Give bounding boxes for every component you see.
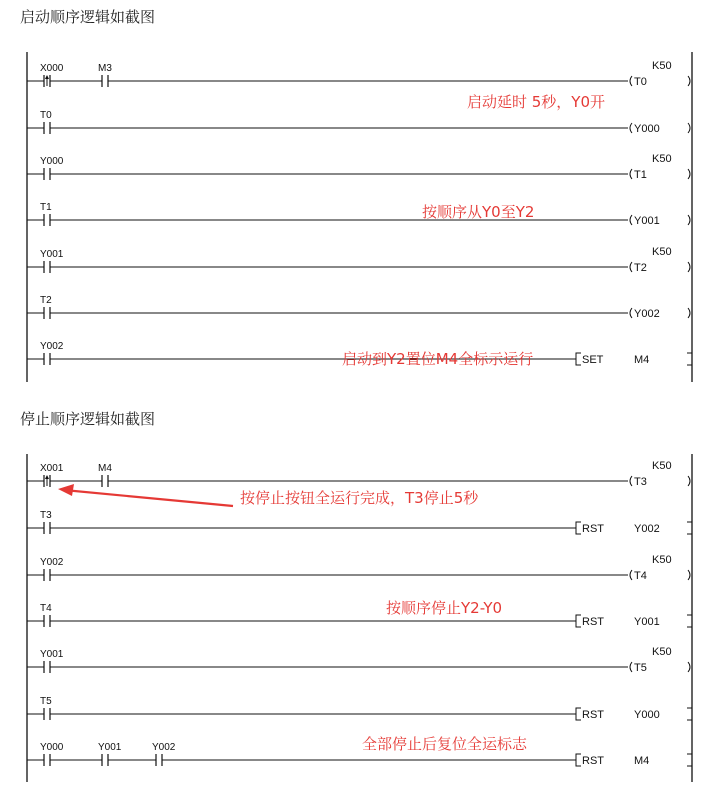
contact-y001 bbox=[98, 742, 122, 766]
contact-label: T2 bbox=[40, 295, 52, 306]
rung-start-3 bbox=[27, 202, 690, 227]
contact-label: X000 bbox=[40, 63, 64, 74]
coil-t1 bbox=[630, 153, 690, 181]
instr-label: SET bbox=[582, 354, 604, 366]
instr-rst-y002 bbox=[576, 522, 692, 535]
coil-t5 bbox=[630, 646, 690, 674]
k-value: K50 bbox=[652, 554, 672, 566]
contact-y002 bbox=[40, 557, 64, 581]
contact-t0 bbox=[40, 110, 52, 134]
rung-stop-5 bbox=[27, 696, 692, 721]
contact-label: T5 bbox=[40, 696, 52, 707]
contact-label: Y000 bbox=[40, 156, 64, 167]
coil-label: T2 bbox=[634, 262, 647, 274]
coil-label: T0 bbox=[634, 76, 647, 88]
annotation-stop-press: 按停止按钮全运行完成，T3停止5秒 bbox=[240, 489, 479, 507]
instr-operand: Y000 bbox=[634, 709, 660, 721]
instr-label: RST bbox=[582, 755, 604, 767]
contact-label: Y001 bbox=[40, 649, 64, 660]
coil-t0 bbox=[630, 60, 690, 88]
instr-rst-m4 bbox=[576, 754, 692, 767]
rung-start-1 bbox=[27, 110, 690, 135]
contact-label: Y001 bbox=[98, 742, 122, 753]
start-heading: 启动顺序逻辑如截图 bbox=[20, 8, 156, 26]
coil-t3 bbox=[630, 460, 690, 488]
instr-operand: Y001 bbox=[634, 616, 660, 628]
contact-label: Y000 bbox=[40, 742, 64, 753]
contact-y002 bbox=[40, 341, 64, 365]
contact-y000 bbox=[40, 742, 64, 766]
instr-operand: M4 bbox=[634, 755, 650, 767]
rung-start-0 bbox=[27, 60, 690, 88]
rung-stop-0 bbox=[27, 460, 690, 488]
annotation-set-flag: 启动到Y2置位M4全标示运行 bbox=[342, 350, 534, 368]
rung-stop-6 bbox=[27, 742, 692, 767]
instr-operand: M4 bbox=[634, 354, 650, 366]
arrow-icon bbox=[58, 484, 233, 506]
instr-rst-y000 bbox=[576, 708, 692, 721]
contact-t5 bbox=[40, 696, 52, 720]
rung-start-5 bbox=[27, 295, 690, 320]
contact-t4 bbox=[40, 603, 52, 627]
k-value: K50 bbox=[652, 646, 672, 658]
instr-label: RST bbox=[582, 523, 604, 535]
contact-t1 bbox=[40, 202, 52, 226]
coil-y002 bbox=[630, 308, 690, 320]
coil-label: T5 bbox=[634, 662, 647, 674]
coil-t2 bbox=[630, 246, 690, 274]
k-value: K50 bbox=[652, 246, 672, 258]
k-value: K50 bbox=[652, 153, 672, 165]
annotation-start-delay: 启动延时 5秒，Y0开 bbox=[467, 93, 606, 111]
instr-label: RST bbox=[582, 616, 604, 628]
annotation-stop-sequence: 按顺序停止Y2-Y0 bbox=[386, 599, 503, 617]
instr-label: RST bbox=[582, 709, 604, 721]
contact-m3 bbox=[98, 63, 112, 87]
rung-start-4 bbox=[27, 246, 690, 274]
instr-set-m4 bbox=[576, 353, 692, 366]
stop-heading: 停止顺序逻辑如截图 bbox=[20, 410, 156, 428]
coil-label: Y002 bbox=[634, 308, 660, 320]
coil-label: Y000 bbox=[634, 123, 660, 135]
contact-y000 bbox=[40, 156, 64, 180]
contact-label: Y002 bbox=[40, 557, 64, 568]
contact-label: T1 bbox=[40, 202, 52, 213]
contact-label: T0 bbox=[40, 110, 52, 121]
instr-rst-y001 bbox=[576, 615, 692, 628]
coil-label: T4 bbox=[634, 570, 647, 582]
contact-m4 bbox=[98, 463, 112, 487]
coil-label: T1 bbox=[634, 169, 647, 181]
coil-t4 bbox=[630, 554, 690, 582]
contact-label: M4 bbox=[98, 463, 112, 474]
rung-stop-3 bbox=[27, 603, 692, 628]
rung-stop-1 bbox=[27, 510, 692, 535]
contact-label: M3 bbox=[98, 63, 112, 74]
coil-y000 bbox=[630, 123, 690, 135]
contact-x000 bbox=[40, 63, 64, 87]
contact-label: Y002 bbox=[40, 341, 64, 352]
contact-label: T4 bbox=[40, 603, 52, 614]
contact-x001 bbox=[40, 463, 64, 487]
coil-label: T3 bbox=[634, 476, 647, 488]
contact-y002 bbox=[152, 742, 176, 766]
contact-label: X001 bbox=[40, 463, 64, 474]
coil-label: Y001 bbox=[634, 215, 660, 227]
contact-t2 bbox=[40, 295, 52, 319]
rung-stop-4 bbox=[27, 646, 690, 674]
rung-start-2 bbox=[27, 153, 690, 181]
k-value: K50 bbox=[652, 60, 672, 72]
annotation-reset-flag: 全部停止后复位全运标志 bbox=[362, 735, 528, 753]
annotation-sequence: 按顺序从Y0至Y2 bbox=[422, 203, 535, 221]
contact-y001 bbox=[40, 649, 64, 673]
instr-operand: Y002 bbox=[634, 523, 660, 535]
contact-t3 bbox=[40, 510, 52, 534]
contact-y001 bbox=[40, 249, 64, 273]
contact-label: Y002 bbox=[152, 742, 176, 753]
contact-label: T3 bbox=[40, 510, 52, 521]
k-value: K50 bbox=[652, 460, 672, 472]
contact-label: Y001 bbox=[40, 249, 64, 260]
coil-y001 bbox=[630, 215, 690, 227]
rung-stop-2 bbox=[27, 554, 690, 582]
